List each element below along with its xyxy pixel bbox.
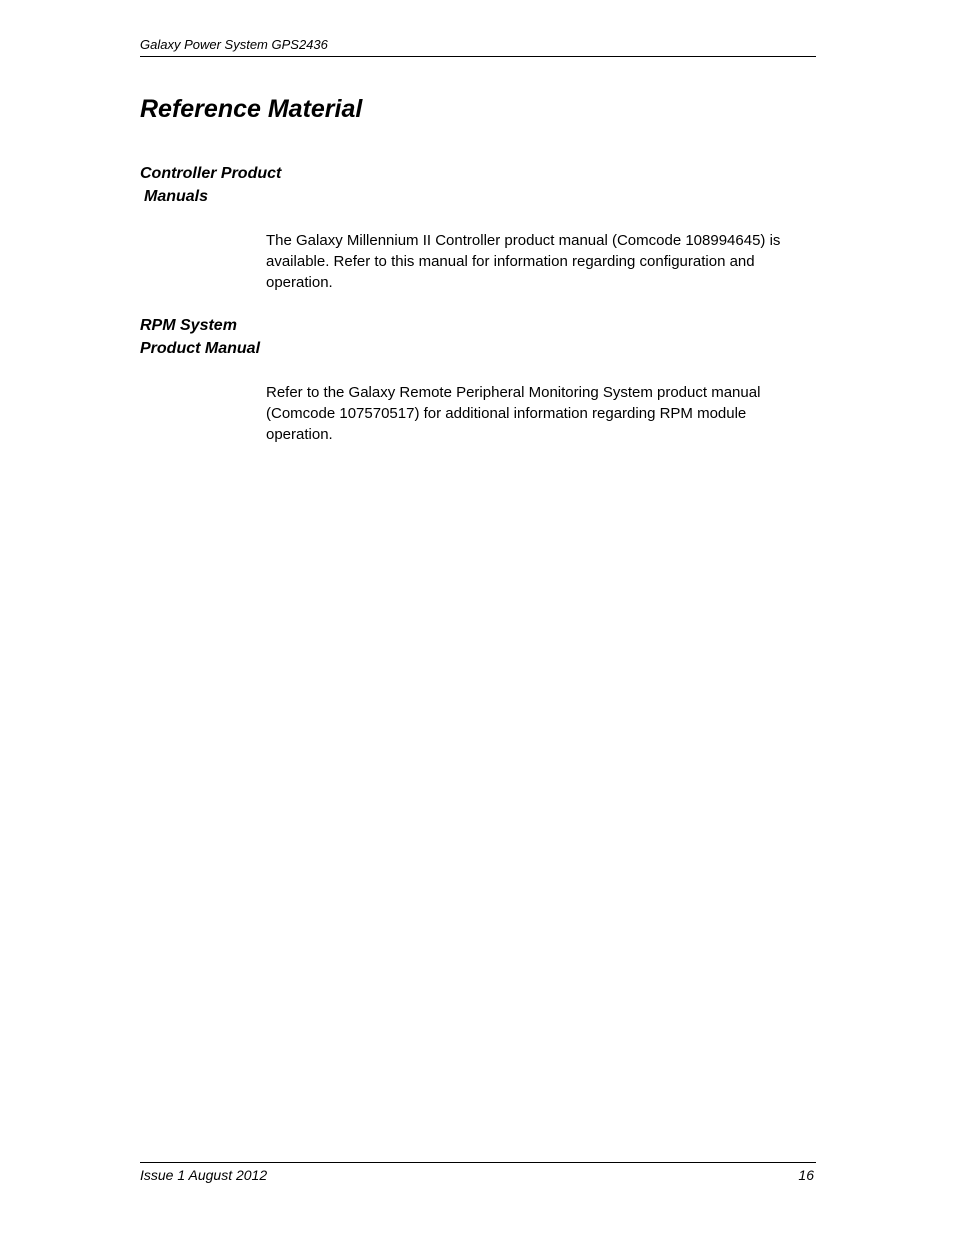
page-header [140, 36, 816, 57]
page-footer [140, 1162, 816, 1185]
section-heading-line1: Controller Product [140, 165, 282, 182]
section-heading-line2: Product Manual [140, 340, 261, 357]
footer-page-number: 16 [798, 1167, 814, 1183]
footer-issue-date: Issue 1 August 2012 [140, 1167, 268, 1183]
section-heading-rpm-manual [140, 314, 260, 360]
section-body-controller-manuals: The Galaxy Millennium II Controller product manual (Comcode 108994645) is available. Refer to this manual for information regarding configuration and operation. [266, 232, 781, 291]
section-body-rpm-manual: Refer to the Galaxy Remote Peripheral Monitoring System product manual (Comcode 107570517) for additional information regarding RPM module operation. [266, 384, 761, 443]
page-title: Reference Material [140, 95, 363, 123]
header-document-title: Galaxy Power System GPS2436 [140, 37, 328, 52]
section-heading-line2: Manuals [144, 188, 209, 205]
section-heading-controller-manuals [140, 162, 281, 208]
section-heading-line1: RPM System [140, 317, 237, 334]
